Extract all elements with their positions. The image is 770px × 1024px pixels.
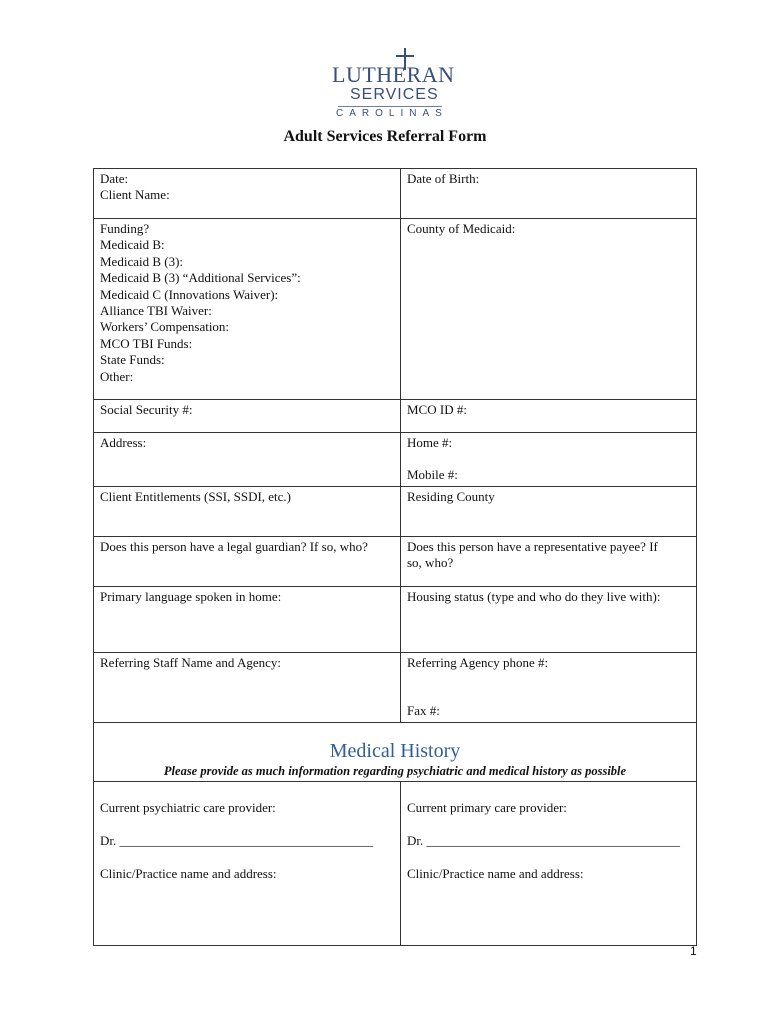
address-cell[interactable] <box>94 433 401 487</box>
logo-text-lutheran: LUTHERAN <box>332 62 455 87</box>
form-title: Adult Services Referral Form <box>283 128 487 145</box>
county-medicaid-label: County of Medicaid: <box>407 221 516 236</box>
referral-form-table <box>93 168 697 946</box>
residing-county-label: Residing County <box>407 488 495 504</box>
psychiatric-provider-label: Current psychiatric care provider: <box>100 799 276 815</box>
funding-option: MCO TBI Funds: <box>100 335 193 351</box>
dob-cell[interactable] <box>401 169 697 219</box>
psychiatric-clinic-label: Clinic/Practice name and address: <box>100 866 277 882</box>
page-number: 1 <box>690 944 697 958</box>
mobile-phone-label: Mobile #: <box>407 467 458 483</box>
form-row-guardian <box>94 536 697 586</box>
client-name-label: Client Name: <box>100 187 170 203</box>
logo-text-services: SERVICES <box>350 86 439 103</box>
phone-cell[interactable] <box>401 433 697 487</box>
medical-providers-row <box>94 781 697 945</box>
housing-cell[interactable] <box>401 586 697 652</box>
entitlements-cell[interactable] <box>94 486 401 536</box>
payee-label: Does this person have a representative payee? If <box>407 538 658 554</box>
mco-id-label: MCO ID #: <box>407 402 467 417</box>
psychiatric-provider-cell[interactable] <box>94 781 401 945</box>
form-row-date <box>94 169 697 219</box>
funding-option: Alliance TBI Waiver: <box>100 303 212 319</box>
referring-phone-label: Referring Agency phone #: <box>407 654 549 670</box>
medical-history-subtitle: Please provide as much information regarding psychiatric and medical history as possible <box>163 763 627 778</box>
medical-history-header-row <box>94 722 697 781</box>
ssn-cell[interactable] <box>94 400 401 433</box>
form-row-referring <box>94 652 697 722</box>
logo-divider <box>338 106 442 107</box>
entitlements-label: Client Entitlements (SSI, SSDI, etc.) <box>100 488 292 504</box>
referring-staff-label: Referring Staff Name and Agency: <box>100 654 281 670</box>
form-row-entitlements <box>94 486 697 536</box>
funding-cell[interactable] <box>94 219 401 400</box>
funding-label: Funding? <box>100 221 150 236</box>
home-phone-label: Home #: <box>407 435 453 450</box>
referring-phone-cell[interactable] <box>401 652 697 722</box>
language-label: Primary language spoken in home: <box>100 588 282 604</box>
cross-icon-bar <box>396 55 414 57</box>
residing-county-cell[interactable] <box>401 486 697 536</box>
language-cell[interactable] <box>94 586 401 652</box>
lutheran-services-logo <box>322 48 458 122</box>
form-row-language <box>94 586 697 652</box>
form-row-address <box>94 433 697 487</box>
dob-label: Date of Birth: <box>407 171 480 186</box>
date-label: Date: <box>100 171 129 186</box>
county-medicaid-cell[interactable] <box>401 219 697 400</box>
payee-label-cont: so, who? <box>407 555 454 571</box>
form-row-funding <box>94 219 697 400</box>
logo-text-carolinas: CAROLINAS <box>336 108 448 119</box>
medical-history-header <box>94 722 697 781</box>
psychiatric-dr-field[interactable]: Dr. _______________________________________ <box>100 833 373 849</box>
payee-cell[interactable] <box>401 536 697 586</box>
funding-option: Medicaid B: <box>100 237 165 253</box>
guardian-cell[interactable] <box>94 536 401 586</box>
primary-clinic-label: Clinic/Practice name and address: <box>407 866 584 882</box>
funding-option: Workers’ Compensation: <box>100 319 230 335</box>
address-label: Address: <box>100 435 147 450</box>
medical-history-title: Medical History <box>329 739 461 762</box>
funding-option: State Funds: <box>100 352 165 368</box>
date-client-cell[interactable] <box>94 169 401 219</box>
funding-option: Medicaid C (Innovations Waiver): <box>100 286 279 302</box>
primary-dr-field[interactable]: Dr. _______________________________________ <box>407 833 680 849</box>
primary-provider-label: Current primary care provider: <box>407 799 567 815</box>
ssn-label: Social Security #: <box>100 402 193 417</box>
funding-option: Medicaid B (3) “Additional Services”: <box>100 270 301 286</box>
primary-provider-cell[interactable] <box>401 781 697 945</box>
referring-staff-cell[interactable] <box>94 652 401 722</box>
fax-label: Fax #: <box>407 703 440 719</box>
funding-option: Other: <box>100 368 134 384</box>
mco-id-cell[interactable] <box>401 400 697 433</box>
housing-label: Housing status (type and who do they live with): <box>407 588 661 604</box>
form-row-ssn <box>94 400 697 433</box>
guardian-label: Does this person have a legal guardian? If so, who? <box>100 538 368 554</box>
funding-option: Medicaid B (3): <box>100 253 184 269</box>
